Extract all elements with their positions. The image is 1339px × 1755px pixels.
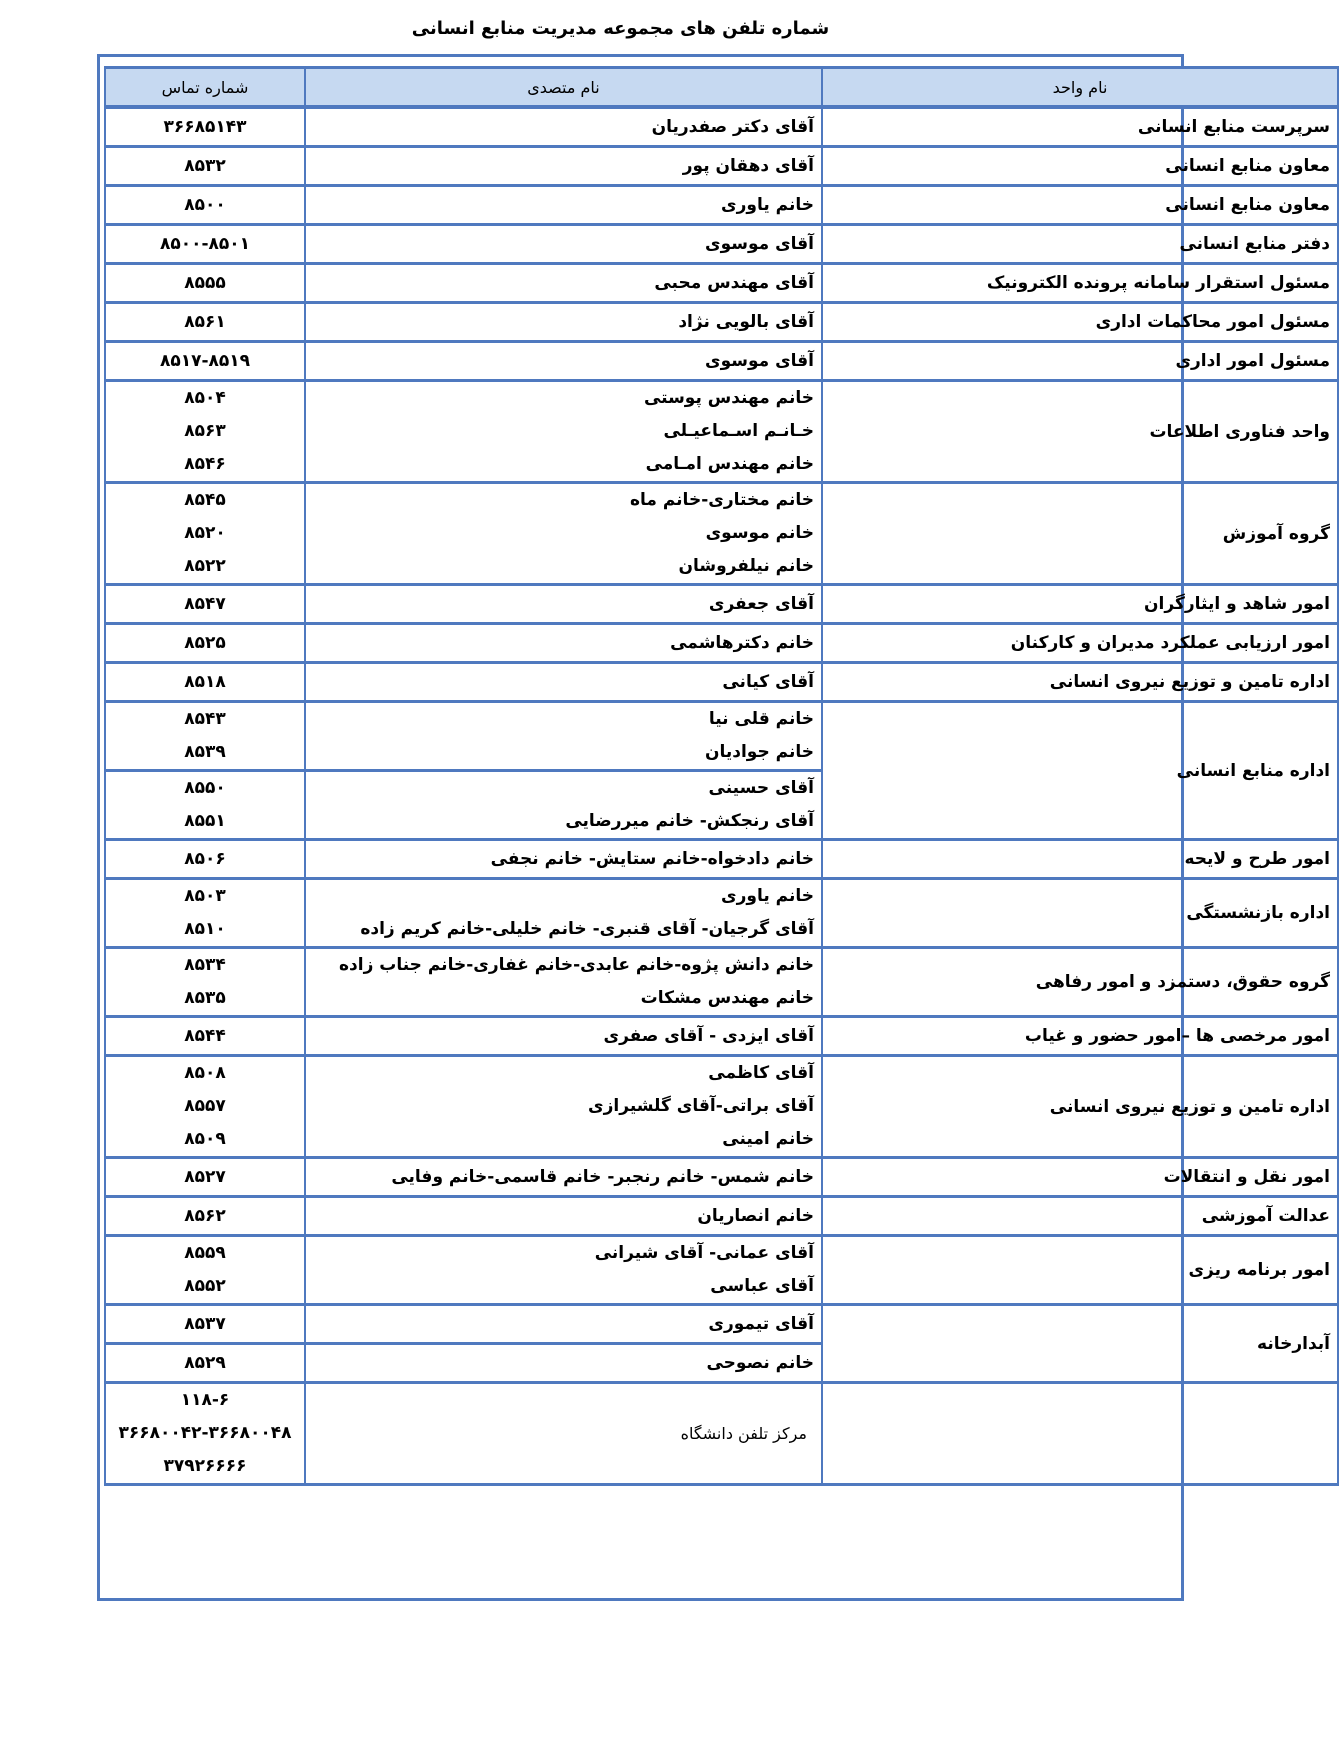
person-name: آقای دهقان پور <box>682 156 814 176</box>
unit-cell: مسئول امور محاکمات اداری <box>822 303 1338 342</box>
person-name: آقای دکتر صفدریان <box>651 117 814 137</box>
phone-number: ۱۱۸-۶ <box>180 1390 230 1410</box>
person-name: مرکز تلفن دانشگاه <box>680 1423 807 1443</box>
person-cell <box>305 840 822 879</box>
table-row <box>105 342 1338 381</box>
table-row <box>105 1056 1338 1158</box>
phone-cell <box>105 483 305 585</box>
unit-cell <box>822 1383 1338 1485</box>
table-row <box>105 585 1338 624</box>
person-name: خانم شمس- خانم رنجبر- خانم قاسمی-خانم وفایی <box>391 1167 814 1187</box>
table-row <box>105 1017 1338 1056</box>
header-person: نام متصدی <box>305 68 822 107</box>
phone-number: ۸۵۶۳ <box>184 421 226 441</box>
phone-cell <box>105 1017 305 1056</box>
table-row <box>105 702 1338 771</box>
person-name: خانم قلی نیا <box>708 709 814 729</box>
phone-cell <box>105 840 305 879</box>
phone-cell <box>105 585 305 624</box>
person-cell <box>305 108 822 147</box>
person-name: خانم یاوری <box>721 886 814 906</box>
person-cell <box>305 585 822 624</box>
person-name: خانم دادخواه-خانم ستایش- خانم نجفی <box>490 849 814 869</box>
person-name: آقای موسوی <box>705 351 814 371</box>
person-cell <box>305 1017 822 1056</box>
phone-table-body <box>105 108 1338 1485</box>
table-row <box>105 1305 1338 1344</box>
phone-number: ۸۵۱۰ <box>184 919 226 939</box>
unit-cell: اداره تامین و توزیع نیروی انسانی <box>822 663 1338 702</box>
person-cell <box>305 342 822 381</box>
person-cell <box>305 483 822 585</box>
person-name: آقای ایزدی - آقای صفری <box>603 1026 814 1046</box>
phone-number: ۸۵۰۸ <box>184 1063 226 1083</box>
phone-number: ۸۵۳۵ <box>184 988 226 1008</box>
person-cell <box>305 663 822 702</box>
phone-number: ۸۵۶۱ <box>184 312 226 332</box>
phone-cell <box>105 1158 305 1197</box>
phone-number: ۸۵۶۲ <box>184 1206 226 1226</box>
person-cell <box>305 948 822 1017</box>
table-row <box>105 663 1338 702</box>
unit-cell: معاون منابع انسانی <box>822 147 1338 186</box>
phone-number: ۸۵۲۵ <box>184 633 226 653</box>
person-cell <box>305 702 822 771</box>
person-cell <box>305 186 822 225</box>
phone-number: ۸۵۱۷-۸۵۱۹ <box>159 351 251 371</box>
person-cell <box>305 225 822 264</box>
unit-cell: امور ارزیابی عملکرد مدیران و کارکنان <box>822 624 1338 663</box>
person-cell <box>305 1383 822 1485</box>
person-name: خانم موسوی <box>705 523 814 543</box>
person-name: خانم مهندس پوستی <box>643 388 814 408</box>
table-row <box>105 624 1338 663</box>
phone-number: ۸۵۳۴ <box>184 955 226 975</box>
table-row <box>105 1158 1338 1197</box>
person-cell <box>305 381 822 483</box>
phone-number: ۸۵۰۶ <box>184 849 226 869</box>
header-unit: نام واحد <box>822 68 1338 107</box>
phone-number: ۸۵۵۱ <box>184 811 226 831</box>
table-row <box>105 225 1338 264</box>
phone-number: ۸۵۵۹ <box>184 1243 226 1263</box>
phone-number: ۸۵۵۵ <box>184 273 226 293</box>
table-row <box>105 1236 1338 1305</box>
phone-cell <box>105 381 305 483</box>
person-cell <box>305 1197 822 1236</box>
phone-number: ۸۵۰۰-۸۵۰۱ <box>159 234 251 254</box>
unit-cell: سرپرست منابع انسانی <box>822 108 1338 147</box>
person-name: آقای براتی-آقای گلشیرازی <box>588 1096 814 1116</box>
phone-cell <box>105 702 305 771</box>
unit-cell: آبدارخانه <box>822 1305 1338 1383</box>
page-title: شماره تلفن های مجموعه مدیریت منابع انسانی <box>411 18 830 39</box>
phone-cell <box>105 1197 305 1236</box>
phone-cell <box>105 1344 305 1383</box>
person-name: آقای کیانی <box>722 672 814 692</box>
person-name: خانم یاوری <box>721 195 814 215</box>
phone-number: ۸۵۴۳ <box>184 709 226 729</box>
phone-number: ۸۵۵۰ <box>184 778 226 798</box>
table-row <box>105 264 1338 303</box>
phone-number: ۸۵۲۰ <box>184 523 226 543</box>
person-cell <box>305 1056 822 1158</box>
unit-cell: عدالت آموزشی <box>822 1197 1338 1236</box>
table-row <box>105 1383 1338 1485</box>
unit-cell: اداره بازنشستگی <box>822 879 1338 948</box>
person-name: آقای کاظمی <box>708 1063 814 1083</box>
phone-cell <box>105 771 305 840</box>
person-name: آقای گرجیان- آقای قنبری- خانم خلیلی-خانم کریم زاده <box>360 919 814 939</box>
person-cell <box>305 879 822 948</box>
header-row <box>105 68 1338 107</box>
unit-cell: امور برنامه ریزی <box>822 1236 1338 1305</box>
phone-number: ۸۵۱۸ <box>184 672 226 692</box>
table-row <box>105 483 1338 585</box>
unit-cell: امور نقل و انتقالات <box>822 1158 1338 1197</box>
person-name: خانم دانش پژوه-خانم عابدی-خانم غفاری-خانم جناب زاده <box>338 955 814 975</box>
unit-cell: مسئول امور اداری <box>822 342 1338 381</box>
phone-cell <box>105 1383 305 1485</box>
header-phone: شماره تماس <box>105 68 305 107</box>
phone-cell <box>105 1236 305 1305</box>
phone-cell <box>105 225 305 264</box>
person-name: آقای عباسی <box>710 1276 814 1296</box>
person-name: آقای عمانی- آقای شیرانی <box>594 1243 814 1263</box>
phone-number: ۸۵۴۴ <box>184 1026 226 1046</box>
phone-number: ۸۵۴۵ <box>184 490 226 510</box>
person-name: آقای بالویی نژاد <box>678 312 814 332</box>
person-name: آقای جعفری <box>708 594 814 614</box>
unit-cell: امور طرح و لایحه <box>822 840 1338 879</box>
person-name: خانم مختاری-خانم ماه <box>629 490 814 510</box>
person-cell <box>305 1236 822 1305</box>
person-name: آقای مهندس محبی <box>654 273 814 293</box>
table-row <box>105 303 1338 342</box>
phone-number: ۸۵۳۷ <box>184 1314 226 1334</box>
phone-cell <box>105 1056 305 1158</box>
person-cell <box>305 1344 822 1383</box>
phone-cell <box>105 108 305 147</box>
table-row <box>105 108 1338 147</box>
unit-cell: مسئول استقرار سامانه پرونده الکترونیک <box>822 264 1338 303</box>
person-name: خانم جوادیان <box>704 742 814 762</box>
header-table <box>104 66 1339 107</box>
table-row <box>105 840 1338 879</box>
phone-cell <box>105 663 305 702</box>
phone-number: ۸۵۴۶ <box>184 454 226 474</box>
table-row <box>105 1197 1338 1236</box>
person-name: آقای رنجکش- خانم میررضایی <box>565 811 814 831</box>
person-name: آقای موسوی <box>705 234 814 254</box>
unit-cell: گروه حقوق، دستمزد و امور رفاهی <box>822 948 1338 1017</box>
phone-cell <box>105 879 305 948</box>
person-name: خانم امینی <box>722 1129 814 1149</box>
phone-number: ۳۶۶۸۵۱۴۳ <box>163 117 247 137</box>
person-name: خانم نیلفروشان <box>678 556 814 576</box>
table-row <box>105 948 1338 1017</box>
phone-number: ۸۵۰۹ <box>184 1129 226 1149</box>
table-row <box>105 879 1338 948</box>
person-cell <box>305 624 822 663</box>
unit-cell: دفتر منابع انسانی <box>822 225 1338 264</box>
phone-number: ۸۵۳۲ <box>184 156 226 176</box>
person-name: خانم مهندس امـامی <box>645 454 814 474</box>
phone-number: ۸۵۰۴ <box>184 388 226 408</box>
unit-cell: امور شاهد و ایثارگران <box>822 585 1338 624</box>
unit-cell: گروه آموزش <box>822 483 1338 585</box>
person-name: آقای حسینی <box>708 778 814 798</box>
phone-number: ۸۵۲۹ <box>184 1353 226 1373</box>
person-cell <box>305 771 822 840</box>
person-cell <box>305 264 822 303</box>
person-cell <box>305 1158 822 1197</box>
phone-cell <box>105 303 305 342</box>
phone-number: ۳۷۹۲۶۶۶۶ <box>163 1456 247 1476</box>
person-name: خانم مهندس مشکات <box>640 988 814 1008</box>
phone-cell <box>105 948 305 1017</box>
person-name: خانم انصاریان <box>697 1206 814 1226</box>
phone-cell <box>105 186 305 225</box>
phone-cell <box>105 342 305 381</box>
unit-cell: امور مرخصی ها –امور حضور و غیاب <box>822 1017 1338 1056</box>
phone-number: ۸۵۵۷ <box>184 1096 226 1116</box>
unit-cell: واحد فناوری اطلاعات <box>822 381 1338 483</box>
unit-cell: اداره تامین و توزیع نیروی انسانی <box>822 1056 1338 1158</box>
phone-cell <box>105 1305 305 1344</box>
table-row <box>105 147 1338 186</box>
person-name: خانم نصوحی <box>706 1353 814 1373</box>
phone-number: ۸۵۲۷ <box>184 1167 226 1187</box>
phone-number: ۸۵۵۲ <box>184 1276 226 1296</box>
table-row <box>105 381 1338 483</box>
phone-number: ۸۵۳۹ <box>184 742 226 762</box>
phone-number: ۸۵۰۰ <box>184 195 226 215</box>
unit-cell: اداره منابع انسانی <box>822 702 1338 840</box>
phone-number: ۸۵۴۷ <box>184 594 226 614</box>
phone-number: ۳۶۶۸۰۰۴۲-۳۶۶۸۰۰۴۸ <box>118 1423 292 1443</box>
phone-cell <box>105 624 305 663</box>
person-cell <box>305 147 822 186</box>
phone-table <box>104 106 1339 1486</box>
unit-cell: معاون منابع انسانی <box>822 186 1338 225</box>
person-name: خـانـم اسـماعیـلی <box>663 421 814 441</box>
person-name: آقای تیموری <box>708 1314 814 1334</box>
table-row <box>105 186 1338 225</box>
phone-number: ۸۵۰۳ <box>184 886 226 906</box>
phone-cell <box>105 264 305 303</box>
person-cell <box>305 1305 822 1344</box>
phone-cell <box>105 147 305 186</box>
person-cell <box>305 303 822 342</box>
person-name: خانم دکترهاشمی <box>670 633 814 653</box>
phone-number: ۸۵۲۲ <box>184 556 226 576</box>
